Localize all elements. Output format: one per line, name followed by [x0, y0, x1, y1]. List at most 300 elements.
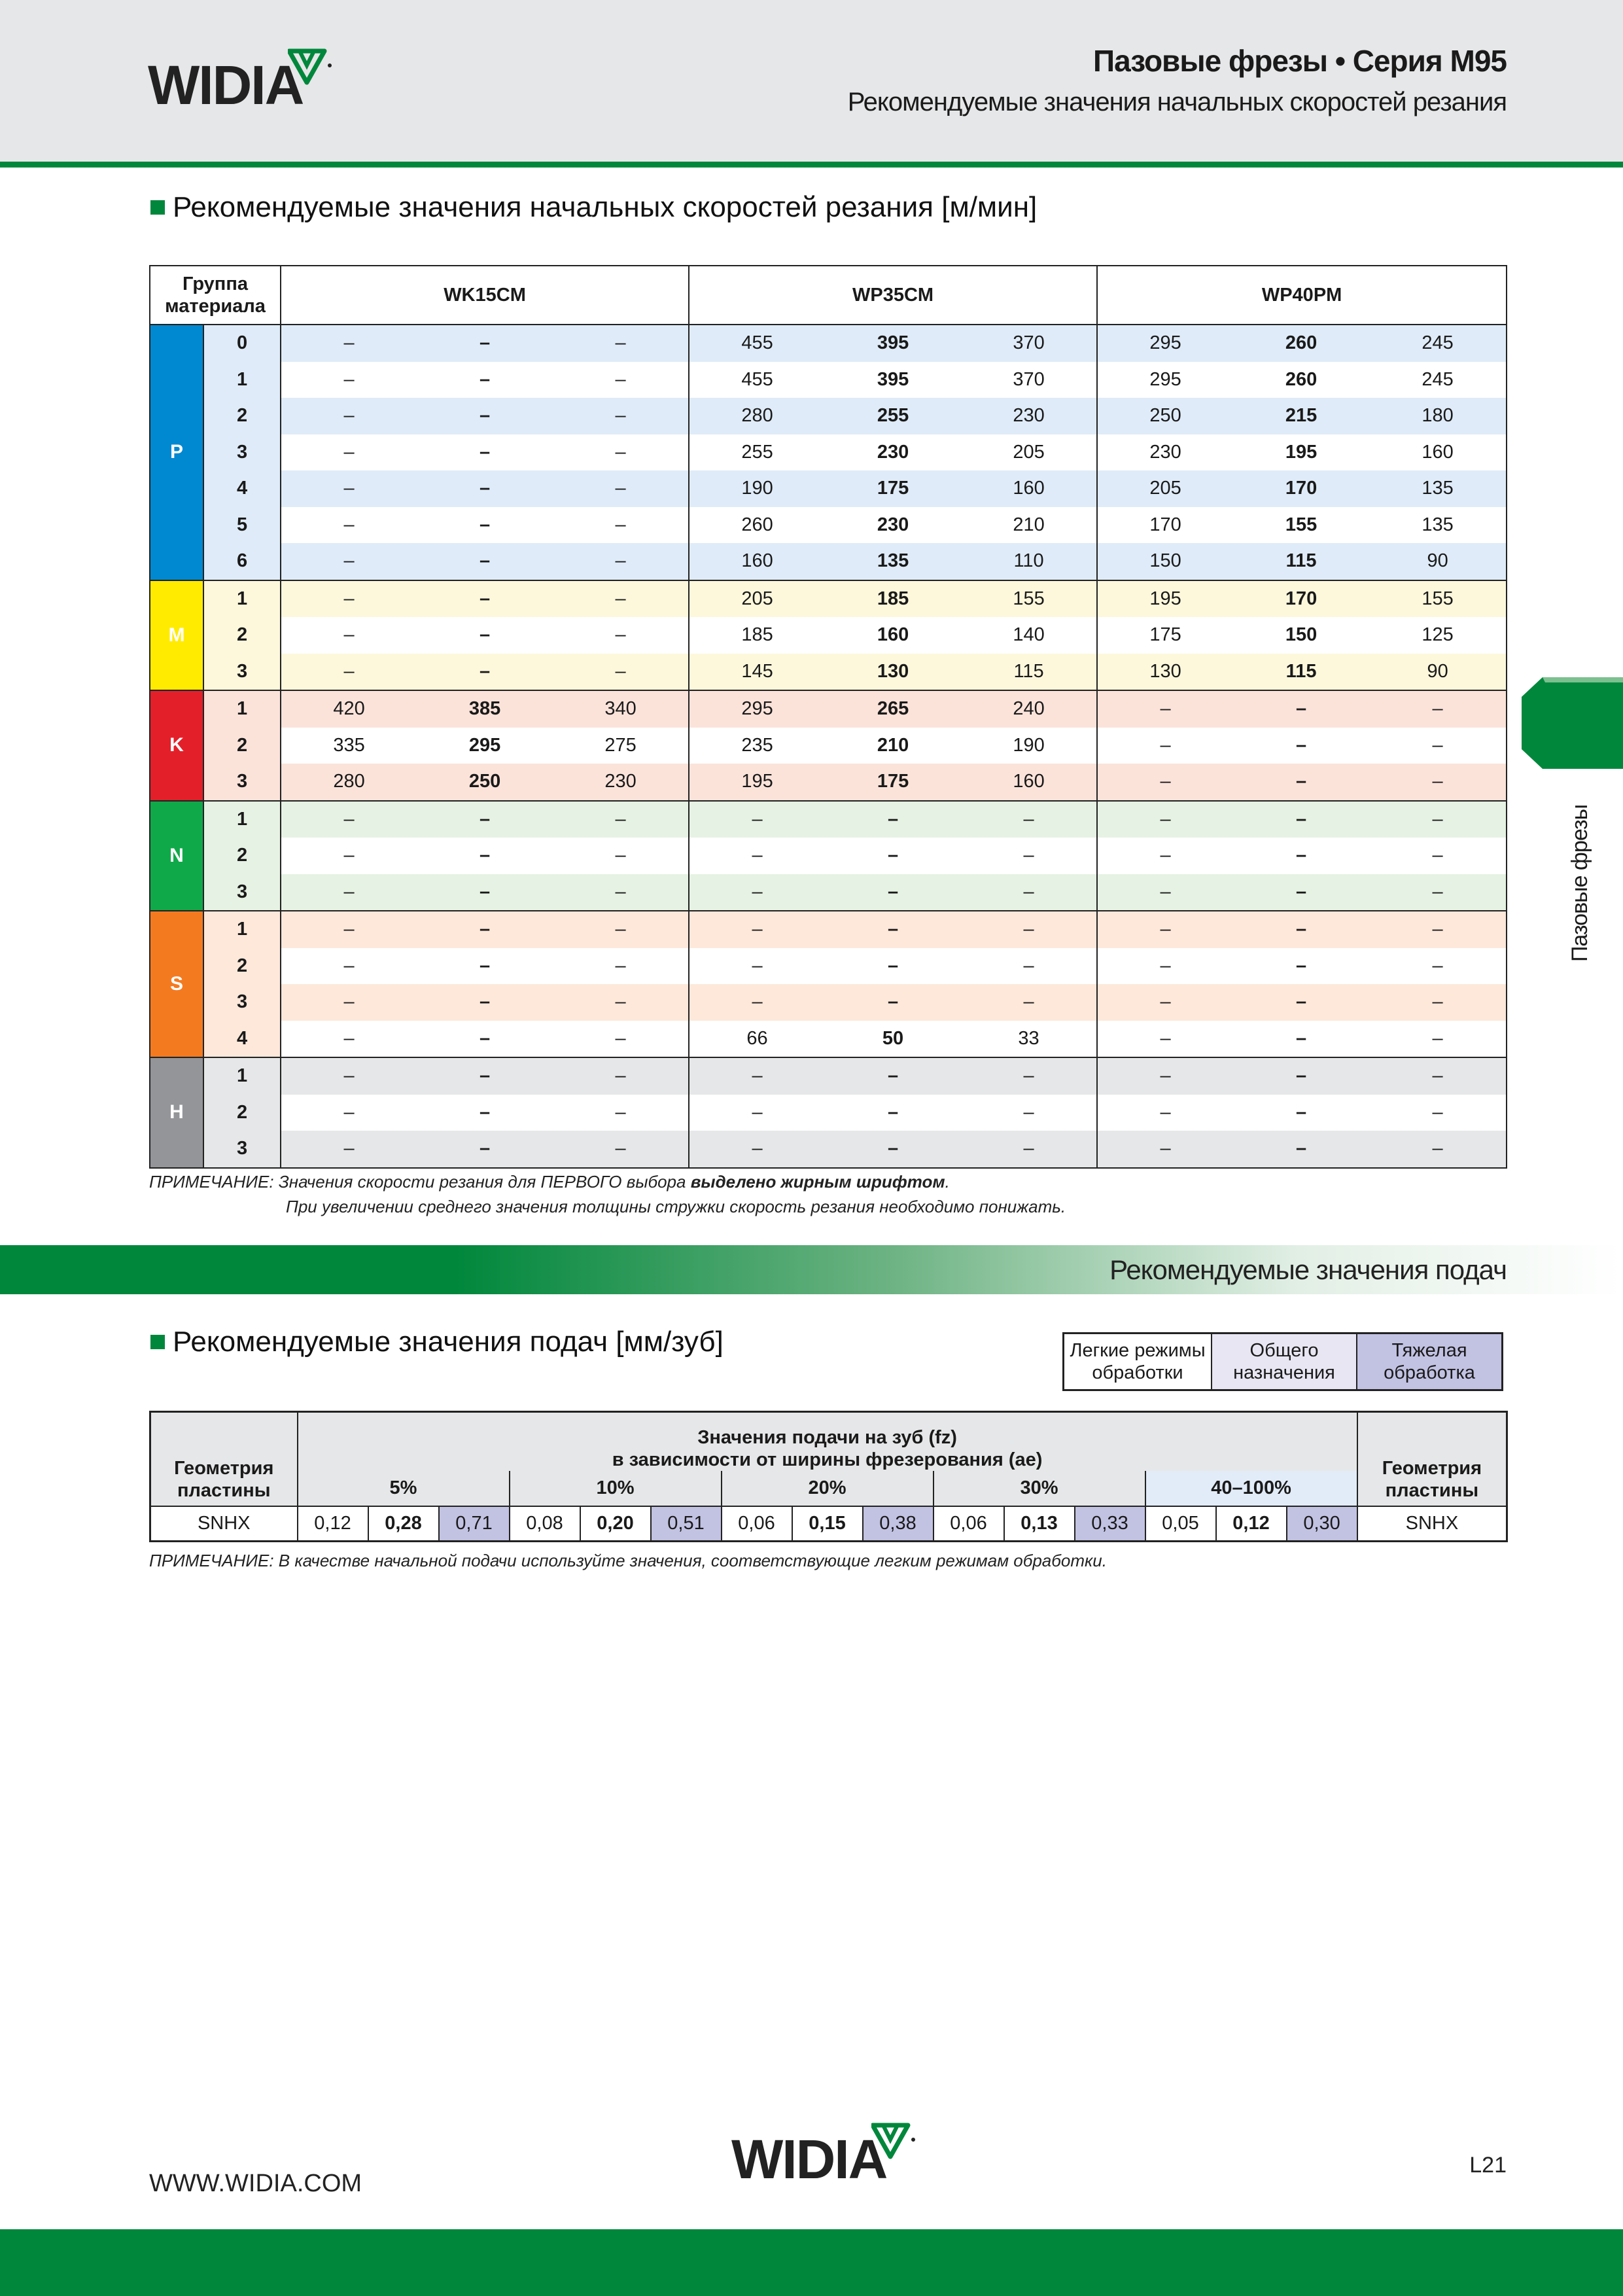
speed-value: –: [961, 1131, 1097, 1168]
feed-value: 0,51: [651, 1506, 722, 1542]
speeds-section-title: [150, 191, 1037, 224]
speed-value: –: [1023, 845, 1034, 866]
material-group-cell: S: [150, 911, 203, 1057]
speed-value: 230: [961, 398, 1097, 434]
material-group-cell: N: [150, 801, 203, 911]
speed-value: 265: [825, 690, 961, 728]
speed-value: 160: [961, 764, 1097, 801]
speed-value: –: [1296, 845, 1307, 866]
speed-value: –: [1369, 874, 1507, 911]
speed-value: –: [1296, 734, 1307, 756]
speed-value: –: [1233, 911, 1369, 948]
speed-value: 295: [689, 690, 825, 728]
speed-value: –: [553, 325, 689, 362]
speed-value: 245: [1369, 362, 1507, 398]
speed-value: –: [553, 984, 689, 1021]
material-subgroup-number: 3: [203, 874, 281, 911]
speed-value: –: [281, 984, 417, 1021]
speed-value: 455: [689, 325, 825, 362]
speed-value: 135: [825, 543, 961, 580]
material-subgroup-number: 3: [203, 434, 281, 471]
speed-value: –: [417, 543, 553, 580]
speed-value: –: [961, 984, 1097, 1021]
feed-value: 0,30: [1287, 1506, 1357, 1542]
speed-value: –: [1369, 690, 1507, 728]
speed-value: –: [615, 368, 626, 390]
speed-value: 130: [825, 654, 961, 691]
speed-value: –: [281, 434, 417, 471]
speed-value: 125: [1369, 617, 1507, 654]
speed-value: 395: [825, 325, 961, 362]
speed-value: –: [1097, 911, 1233, 948]
feeds-note: ПРИМЕЧАНИЕ: В качестве начальной подачи используйте значения, соответствующие легким режимам обработки.: [149, 1551, 1107, 1570]
legend-heavy: Тяжелая обработка: [1357, 1333, 1503, 1390]
material-group-cell: H: [150, 1057, 203, 1168]
speed-value: 340: [553, 690, 689, 728]
speed-value: –: [479, 1101, 491, 1123]
speed-value: –: [689, 984, 825, 1021]
side-tab-label: Пазовые фрезы: [1567, 804, 1592, 962]
speed-value: –: [825, 1057, 961, 1095]
speed-value: –: [689, 1131, 825, 1168]
feeds-banner-label: Рекомендуемые значения подач: [1109, 1254, 1507, 1285]
material-subgroup-number: 1: [203, 362, 281, 398]
speed-value: –: [479, 514, 491, 535]
speed-value: 175: [825, 470, 961, 507]
feed-main-header-line-2: в зависимости от ширины фрезерования (ae): [612, 1449, 1043, 1470]
note-bold: выделено жирным шрифтом: [690, 1172, 945, 1192]
speed-value: 190: [1013, 734, 1045, 756]
speed-row: [150, 398, 1507, 434]
speed-value: –: [553, 543, 689, 580]
material-group-header: Группа материала: [150, 266, 281, 325]
material-subgroup-number: 2: [203, 838, 281, 874]
speed-value: –: [1369, 728, 1507, 764]
speed-row: [150, 470, 1507, 507]
speed-value: 150: [1097, 543, 1233, 580]
speed-value: 295: [1097, 325, 1233, 362]
speed-value: 395: [877, 368, 909, 390]
speed-value: 90: [1369, 654, 1507, 691]
speed-value: –: [417, 470, 553, 507]
speed-value: 230: [553, 764, 689, 801]
speed-value: 33: [961, 1021, 1097, 1058]
speed-value: 190: [689, 470, 825, 507]
speed-row: [150, 580, 1507, 618]
speed-row: [150, 728, 1507, 764]
material-subgroup-number: 1: [203, 911, 281, 948]
speed-value: –: [281, 654, 417, 691]
speed-value: –: [1369, 801, 1507, 838]
feeds-title-text: Рекомендуемые значения подач [мм/зуб]: [173, 1326, 724, 1358]
footer-logo-wordmark: WIDIA: [731, 2128, 887, 2190]
speed-value: 215: [1233, 398, 1369, 434]
speed-value: –: [615, 1101, 626, 1123]
speed-value: 160: [877, 624, 909, 646]
speed-value: –: [961, 874, 1097, 911]
material-subgroup-number: 3: [203, 1131, 281, 1168]
speed-value: –: [1097, 1131, 1233, 1168]
feed-value: 0,08: [510, 1506, 580, 1542]
speed-value: 280: [281, 764, 417, 801]
speed-value: –: [615, 514, 626, 535]
feed-main-header: [298, 1412, 1357, 1471]
speed-value: –: [417, 911, 553, 948]
speed-value: –: [1097, 690, 1233, 728]
feed-value: 0,12: [298, 1506, 368, 1542]
speed-row: [150, 362, 1507, 398]
speed-value: –: [1369, 984, 1507, 1021]
speed-value: –: [961, 1057, 1097, 1095]
speed-row: [150, 838, 1507, 874]
speed-value: –: [553, 1021, 689, 1058]
section-bullet-icon: [150, 200, 165, 215]
speed-value: –: [281, 1057, 417, 1095]
speed-value: –: [417, 654, 553, 691]
speed-value: –: [417, 801, 553, 838]
material-group-cell: M: [150, 580, 203, 691]
speed-value: –: [615, 955, 626, 976]
speed-value: 170: [1233, 470, 1369, 507]
speed-value: 255: [689, 434, 825, 471]
material-subgroup-number: 3: [203, 984, 281, 1021]
legend-light: Легкие режимы обработки: [1064, 1333, 1212, 1390]
width-percentage-header: 10%: [510, 1471, 722, 1506]
speed-value: 260: [689, 507, 825, 544]
speed-value: –: [281, 1095, 417, 1131]
speed-value: 370: [1013, 368, 1045, 390]
speed-value: –: [553, 1057, 689, 1095]
speed-value: 195: [1285, 441, 1318, 463]
speed-value: –: [281, 362, 417, 398]
speeds-note: [149, 1169, 1066, 1219]
speed-value: 205: [1013, 441, 1045, 463]
speed-value: –: [1233, 1057, 1369, 1095]
speed-row: [150, 507, 1507, 544]
speed-value: –: [1369, 1095, 1507, 1131]
geometry-header-left: Геометрия пластины: [150, 1412, 298, 1506]
speed-value: 420: [281, 690, 417, 728]
width-percentage-header: 20%: [722, 1471, 934, 1506]
feed-value: 0,28: [368, 1506, 439, 1542]
speed-value: –: [1097, 1057, 1233, 1095]
speed-value: –: [281, 470, 417, 507]
speed-value: –: [1023, 1101, 1034, 1123]
speed-row: [150, 654, 1507, 691]
speed-value: –: [417, 398, 553, 434]
speed-value: 140: [1013, 624, 1045, 646]
speed-value: –: [553, 801, 689, 838]
speed-row: [150, 801, 1507, 838]
feed-value: 0,71: [439, 1506, 510, 1542]
feed-value: 0,15: [792, 1506, 863, 1542]
header-title: Пазовые фрезы • Серия M95: [1093, 44, 1507, 78]
speed-value: –: [615, 845, 626, 866]
speed-value: 155: [1285, 514, 1318, 535]
footer-logo-triangle-icon: [871, 2121, 917, 2161]
speed-value: –: [479, 624, 491, 646]
speed-row: [150, 911, 1507, 948]
material-subgroup-number: 0: [203, 325, 281, 362]
speed-value: –: [281, 948, 417, 985]
speed-row: [150, 434, 1507, 471]
speed-value: 250: [417, 764, 553, 801]
speed-row: [150, 1131, 1507, 1168]
speed-value: –: [281, 838, 417, 874]
width-percentage-header: 30%: [934, 1471, 1145, 1506]
speed-value: 250: [1097, 398, 1233, 434]
speed-value: –: [1369, 948, 1507, 985]
speed-value: –: [689, 874, 825, 911]
speed-value: –: [281, 580, 417, 618]
grade-header: WP35CM: [689, 266, 1097, 325]
material-subgroup-number: 4: [203, 1021, 281, 1058]
speed-value: 66: [689, 1021, 825, 1058]
speed-value: 175: [825, 764, 961, 801]
speed-value: –: [1296, 955, 1307, 976]
speed-value: –: [689, 801, 825, 838]
speed-row: [150, 948, 1507, 985]
speed-value: –: [1233, 984, 1369, 1021]
speed-value: –: [281, 1131, 417, 1168]
speed-value: –: [1369, 911, 1507, 948]
speed-value: –: [1233, 874, 1369, 911]
feeds-section-title: [150, 1326, 724, 1358]
speed-value: 135: [1369, 470, 1507, 507]
feeds-banner: [0, 1245, 1623, 1294]
speed-value: 280: [689, 398, 825, 434]
feed-value: 0,05: [1145, 1506, 1216, 1542]
speed-value: –: [1097, 874, 1233, 911]
speed-value: 115: [961, 654, 1097, 691]
speed-value: –: [887, 955, 899, 976]
speed-value: –: [281, 617, 417, 654]
material-subgroup-number: 6: [203, 543, 281, 580]
speed-value: –: [1369, 1021, 1507, 1058]
speed-value: 185: [825, 580, 961, 618]
speed-value: –: [479, 845, 491, 866]
feed-value: 0,33: [1075, 1506, 1145, 1542]
speed-value: 335: [281, 728, 417, 764]
speed-value: 170: [1233, 580, 1369, 618]
speed-value: 150: [1285, 624, 1318, 646]
speed-row: [150, 1021, 1507, 1058]
speed-value: –: [1233, 801, 1369, 838]
material-group-cell: K: [150, 690, 203, 801]
note-line-1-end: .: [945, 1172, 950, 1192]
speed-value: –: [1097, 838, 1233, 874]
speed-value: –: [887, 1101, 899, 1123]
geometry-cell: SNHX: [1357, 1506, 1507, 1542]
feed-value: 0,06: [722, 1506, 792, 1542]
grade-header: WP40PM: [1097, 266, 1507, 325]
speed-value: 230: [877, 441, 909, 463]
speed-value: 195: [1097, 580, 1233, 618]
speed-value: –: [961, 911, 1097, 948]
section-bullet-icon: [150, 1335, 165, 1349]
speed-value: 155: [961, 580, 1097, 618]
speed-value: –: [1369, 1131, 1507, 1168]
speed-value: –: [961, 801, 1097, 838]
header-divider: [0, 162, 1623, 168]
speed-value: –: [417, 874, 553, 911]
speed-value: 255: [825, 398, 961, 434]
speed-value: 145: [689, 654, 825, 691]
speed-value: –: [825, 1131, 961, 1168]
speed-value: –: [553, 874, 689, 911]
speed-value: –: [1097, 1021, 1233, 1058]
material-subgroup-number: 2: [203, 398, 281, 434]
material-subgroup-number: 2: [203, 1095, 281, 1131]
speed-value: –: [553, 580, 689, 618]
speed-row: [150, 690, 1507, 728]
note-line-1: Значения скорости резания для ПЕРВОГО выбора: [278, 1172, 691, 1192]
speed-value: 115: [1233, 654, 1369, 691]
speed-value: –: [553, 911, 689, 948]
speed-row: [150, 325, 1507, 362]
side-tab-marker: [1522, 677, 1623, 769]
speed-row: [150, 764, 1507, 801]
speed-value: –: [615, 441, 626, 463]
speed-value: –: [1369, 1057, 1507, 1095]
speed-value: –: [553, 470, 689, 507]
speeds-title-text: Рекомендуемые значения начальных скоростей резания [м/мин]: [173, 191, 1038, 223]
feed-main-header-line-1: Значения подачи на зуб (fz): [697, 1426, 957, 1448]
speed-row: [150, 617, 1507, 654]
speed-value: 205: [1097, 470, 1233, 507]
speed-value: 180: [1369, 398, 1507, 434]
speed-value: –: [1369, 838, 1507, 874]
speed-value: 385: [417, 690, 553, 728]
speed-value: 230: [1097, 434, 1233, 471]
material-subgroup-number: 2: [203, 617, 281, 654]
legend-general: Общего назначения: [1212, 1333, 1357, 1390]
material-group-cell: P: [150, 325, 203, 580]
material-subgroup-number: 3: [203, 654, 281, 691]
speed-value: –: [553, 1131, 689, 1168]
material-subgroup-number: 1: [203, 690, 281, 728]
note-label: ПРИМЕЧАНИЕ:: [149, 1172, 274, 1192]
speed-value: 245: [1369, 325, 1507, 362]
speed-value: 130: [1097, 654, 1233, 691]
speed-value: 210: [1013, 514, 1045, 535]
speed-value: –: [281, 801, 417, 838]
speed-value: –: [553, 398, 689, 434]
material-subgroup-number: 5: [203, 507, 281, 544]
speed-value: –: [479, 441, 491, 463]
speed-value: –: [281, 911, 417, 948]
speed-value: –: [887, 845, 899, 866]
speed-value: 160: [689, 543, 825, 580]
speed-value: 135: [1369, 507, 1507, 544]
footer-url[interactable]: WWW.WIDIA.COM: [149, 2170, 362, 2197]
speed-value: 295: [1097, 362, 1233, 398]
note-line-2: При увеличении среднего значения толщины стружки скорость резания необходимо понижать.: [286, 1197, 1066, 1216]
widia-logo: [148, 54, 344, 119]
speed-table-header: [150, 266, 1507, 325]
speed-value: –: [1023, 955, 1034, 976]
feed-legend: [1062, 1332, 1503, 1391]
header-subtitle: Рекомендуемые значения начальных скоростей резания: [847, 88, 1507, 116]
logo-wordmark: WIDIA: [148, 54, 304, 116]
speed-value: 170: [1097, 507, 1233, 544]
geometry-cell: SNHX: [150, 1506, 298, 1542]
speed-row: [150, 874, 1507, 911]
speed-value: 90: [1369, 543, 1507, 580]
feed-value: 0,38: [863, 1506, 934, 1542]
speed-value: –: [281, 325, 417, 362]
speed-row: [150, 543, 1507, 580]
speed-value: 160: [1369, 434, 1507, 471]
speed-value: 230: [877, 514, 909, 535]
speed-value: –: [689, 911, 825, 948]
material-subgroup-number: 1: [203, 580, 281, 618]
speed-value: 260: [1233, 325, 1369, 362]
geometry-header-right: Геометрия пластины: [1357, 1412, 1507, 1506]
speed-value: –: [281, 507, 417, 544]
speed-value: 210: [877, 734, 909, 756]
speed-value: –: [689, 838, 825, 874]
feed-value: 0,06: [934, 1506, 1004, 1542]
speed-value: –: [1097, 984, 1233, 1021]
speed-value: –: [1233, 764, 1369, 801]
speed-value: –: [1369, 764, 1507, 801]
material-subgroup-number: 3: [203, 764, 281, 801]
speed-value: –: [417, 984, 553, 1021]
material-subgroup-number: 1: [203, 801, 281, 838]
speed-value: –: [281, 874, 417, 911]
speed-row: [150, 984, 1507, 1021]
speed-value: –: [1097, 801, 1233, 838]
page-number: L21: [1469, 2153, 1507, 2178]
material-subgroup-number: 1: [203, 1057, 281, 1095]
speed-value: 155: [1369, 580, 1507, 618]
speed-value: –: [825, 801, 961, 838]
speed-value: 295: [468, 734, 501, 756]
feed-value: 0,13: [1004, 1506, 1075, 1542]
feed-value: 0,20: [580, 1506, 651, 1542]
speed-value: 275: [604, 734, 637, 756]
material-subgroup-number: 2: [203, 948, 281, 985]
speed-value: –: [1296, 1101, 1307, 1123]
speed-value: –: [1097, 728, 1233, 764]
speed-value: 240: [961, 690, 1097, 728]
feed-value: 0,12: [1216, 1506, 1287, 1542]
speed-value: –: [281, 1021, 417, 1058]
material-subgroup-number: 2: [203, 728, 281, 764]
footer-logo: [731, 2128, 928, 2193]
speed-value: –: [417, 1131, 553, 1168]
speed-value: –: [281, 543, 417, 580]
speed-value: –: [689, 1057, 825, 1095]
speed-value: 195: [689, 764, 825, 801]
speed-value: –: [689, 948, 825, 985]
speed-value: 115: [1233, 543, 1369, 580]
speed-value: 235: [689, 728, 825, 764]
speed-value: –: [825, 984, 961, 1021]
speed-value: –: [615, 624, 626, 646]
speed-value: –: [417, 1057, 553, 1095]
speed-value: –: [417, 580, 553, 618]
speed-value: –: [689, 1095, 825, 1131]
speed-value: –: [417, 325, 553, 362]
feed-table: [149, 1411, 1508, 1542]
logo-triangle-icon: [288, 47, 334, 86]
speed-value: –: [281, 398, 417, 434]
speed-value: 110: [961, 543, 1097, 580]
cutting-speed-table: [149, 265, 1507, 1169]
speed-value: –: [1097, 1095, 1233, 1131]
